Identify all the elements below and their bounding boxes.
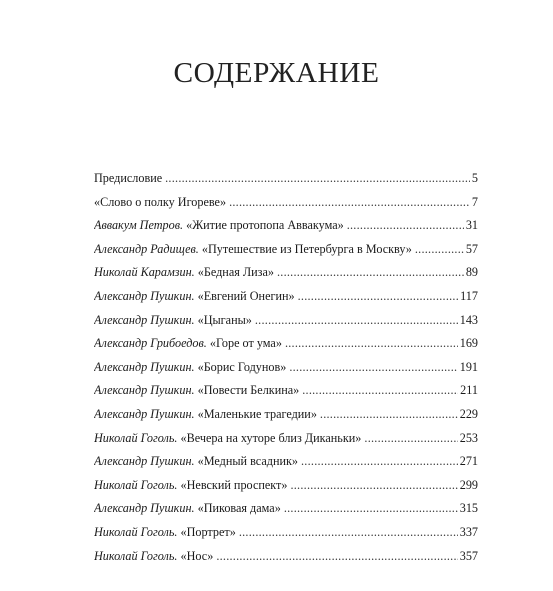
toc-entry-text — [94, 214, 344, 238]
toc-entry-work: «Вечера на хуторе близ Диканьки» — [180, 430, 362, 445]
toc-entry-page: 299 — [459, 477, 478, 492]
toc-entry — [94, 427, 478, 451]
toc-entry-work: «Житие протопопа Аввакума» — [186, 218, 344, 233]
dot-leader — [285, 332, 458, 356]
toc-entry-work: Предисловие — [94, 171, 163, 185]
toc-entry-page: 229 — [459, 406, 478, 421]
toc-entry-text — [94, 427, 361, 451]
dot-leader — [277, 261, 464, 285]
toc-entry-page: 191 — [459, 359, 478, 374]
toc-entry-author: Александр Радищев. — [94, 241, 199, 256]
toc-entry-page: 169 — [459, 336, 478, 351]
toc-entry-author: Александр Пушкин. — [94, 288, 195, 303]
toc-entry-work: «Нос» — [180, 548, 214, 563]
toc-entry-page: 357 — [459, 548, 478, 563]
toc-entry-text — [94, 450, 298, 474]
dot-leader — [302, 379, 458, 403]
dot-leader — [255, 309, 458, 333]
toc-entry-text — [94, 191, 226, 215]
dot-leader — [298, 285, 459, 309]
toc-entry-work: «Бедная Лиза» — [197, 265, 274, 280]
toc-entry-page: 253 — [459, 430, 478, 445]
toc-entry-text — [94, 379, 299, 403]
toc-entry — [94, 309, 478, 333]
toc-entry-text — [94, 474, 287, 498]
toc-entry-work: «Слово о полку Игореве» — [94, 194, 227, 209]
dot-leader — [290, 474, 457, 498]
toc-entry — [94, 356, 478, 380]
dot-leader — [165, 167, 470, 191]
toc-entry-text — [94, 285, 295, 309]
toc-entry-author: Александр Пушкин. — [94, 501, 195, 516]
toc-entry — [94, 497, 478, 521]
toc-entry-author: Александр Пушкин. — [94, 454, 195, 469]
toc-entry-author: Николай Гоголь. — [94, 477, 178, 492]
dot-leader — [301, 450, 458, 474]
toc-entry-page: 89 — [465, 265, 478, 280]
toc-entry-work: «Цыганы» — [197, 312, 252, 327]
toc-entry — [94, 521, 478, 545]
toc-entry-author: Александр Пушкин. — [94, 359, 195, 374]
toc-entry — [94, 379, 478, 403]
toc-entry-text — [94, 545, 213, 569]
toc-entry-text — [94, 497, 281, 521]
toc-entry — [94, 545, 478, 569]
toc-entry-work: «Евгений Онегин» — [197, 288, 295, 303]
toc-entry-page: 337 — [459, 524, 478, 539]
toc-entry — [94, 167, 478, 191]
toc-entry-author: Николай Гоголь. — [94, 524, 178, 539]
toc-entry-page: 31 — [465, 218, 478, 233]
toc-entry-author: Николай Карамзин. — [94, 265, 195, 280]
toc-entry-page: 117 — [460, 288, 478, 303]
page-title: СОДЕРЖАНИЕ — [173, 58, 380, 89]
toc-entry — [94, 403, 478, 427]
toc-entry-text — [94, 167, 162, 191]
dot-leader — [320, 403, 458, 427]
toc-entry — [94, 238, 478, 262]
dot-leader — [216, 545, 457, 569]
toc-entry — [94, 474, 478, 498]
toc-entry — [94, 214, 478, 238]
dot-leader — [364, 427, 457, 451]
toc-entry-text — [94, 238, 412, 262]
dot-leader — [284, 497, 458, 521]
toc-entry — [94, 261, 478, 285]
toc-entry-page: 271 — [459, 454, 478, 469]
toc-entry-author: Александр Пушкин. — [94, 312, 195, 327]
toc-entry-text — [94, 521, 236, 545]
toc-entry-page: 5 — [471, 171, 478, 185]
toc-entry — [94, 191, 478, 215]
toc-entry-author: Аввакум Петров. — [94, 218, 184, 233]
toc-entry-work: «Пиковая дама» — [197, 501, 281, 516]
table-of-contents — [94, 167, 478, 568]
toc-entry-text — [94, 403, 317, 427]
toc-entry-text — [94, 332, 282, 356]
toc-entry-author: Николай Гоголь. — [94, 430, 178, 445]
toc-entry-author: Александр Пушкин. — [94, 406, 195, 421]
dot-leader — [239, 521, 458, 545]
toc-entry — [94, 450, 478, 474]
toc-entry-work: «Медный всадник» — [197, 454, 299, 469]
toc-entry-text — [94, 261, 274, 285]
toc-entry-work: «Горе от ума» — [209, 336, 282, 351]
toc-entry — [94, 332, 478, 356]
toc-entry-page: 315 — [459, 501, 478, 516]
toc-entry-author: Александр Грибоедов. — [94, 336, 207, 351]
toc-entry-author: Александр Пушкин. — [94, 383, 195, 398]
toc-entry-page: 143 — [459, 312, 478, 327]
dot-leader — [289, 356, 457, 380]
toc-entry-work: «Маленькие трагедии» — [197, 406, 317, 421]
toc-entry-work: «Портрет» — [180, 524, 236, 539]
toc-entry-page: 7 — [471, 194, 478, 209]
toc-entry-work: «Путешествие из Петербурга в Москву» — [201, 241, 412, 256]
toc-entry-work: «Невский проспект» — [180, 477, 288, 492]
toc-entry-text — [94, 356, 286, 380]
toc-entry-page: 57 — [465, 241, 478, 256]
dot-leader — [415, 238, 464, 262]
toc-entry-work: «Повести Белкина» — [197, 383, 300, 398]
dot-leader — [229, 191, 470, 215]
dot-leader — [347, 214, 464, 238]
toc-entry-page: 211 — [460, 383, 478, 398]
toc-entry — [94, 285, 478, 309]
toc-entry-work: «Борис Годунов» — [197, 359, 287, 374]
toc-entry-author: Николай Гоголь. — [94, 548, 178, 563]
toc-entry-text — [94, 309, 252, 333]
